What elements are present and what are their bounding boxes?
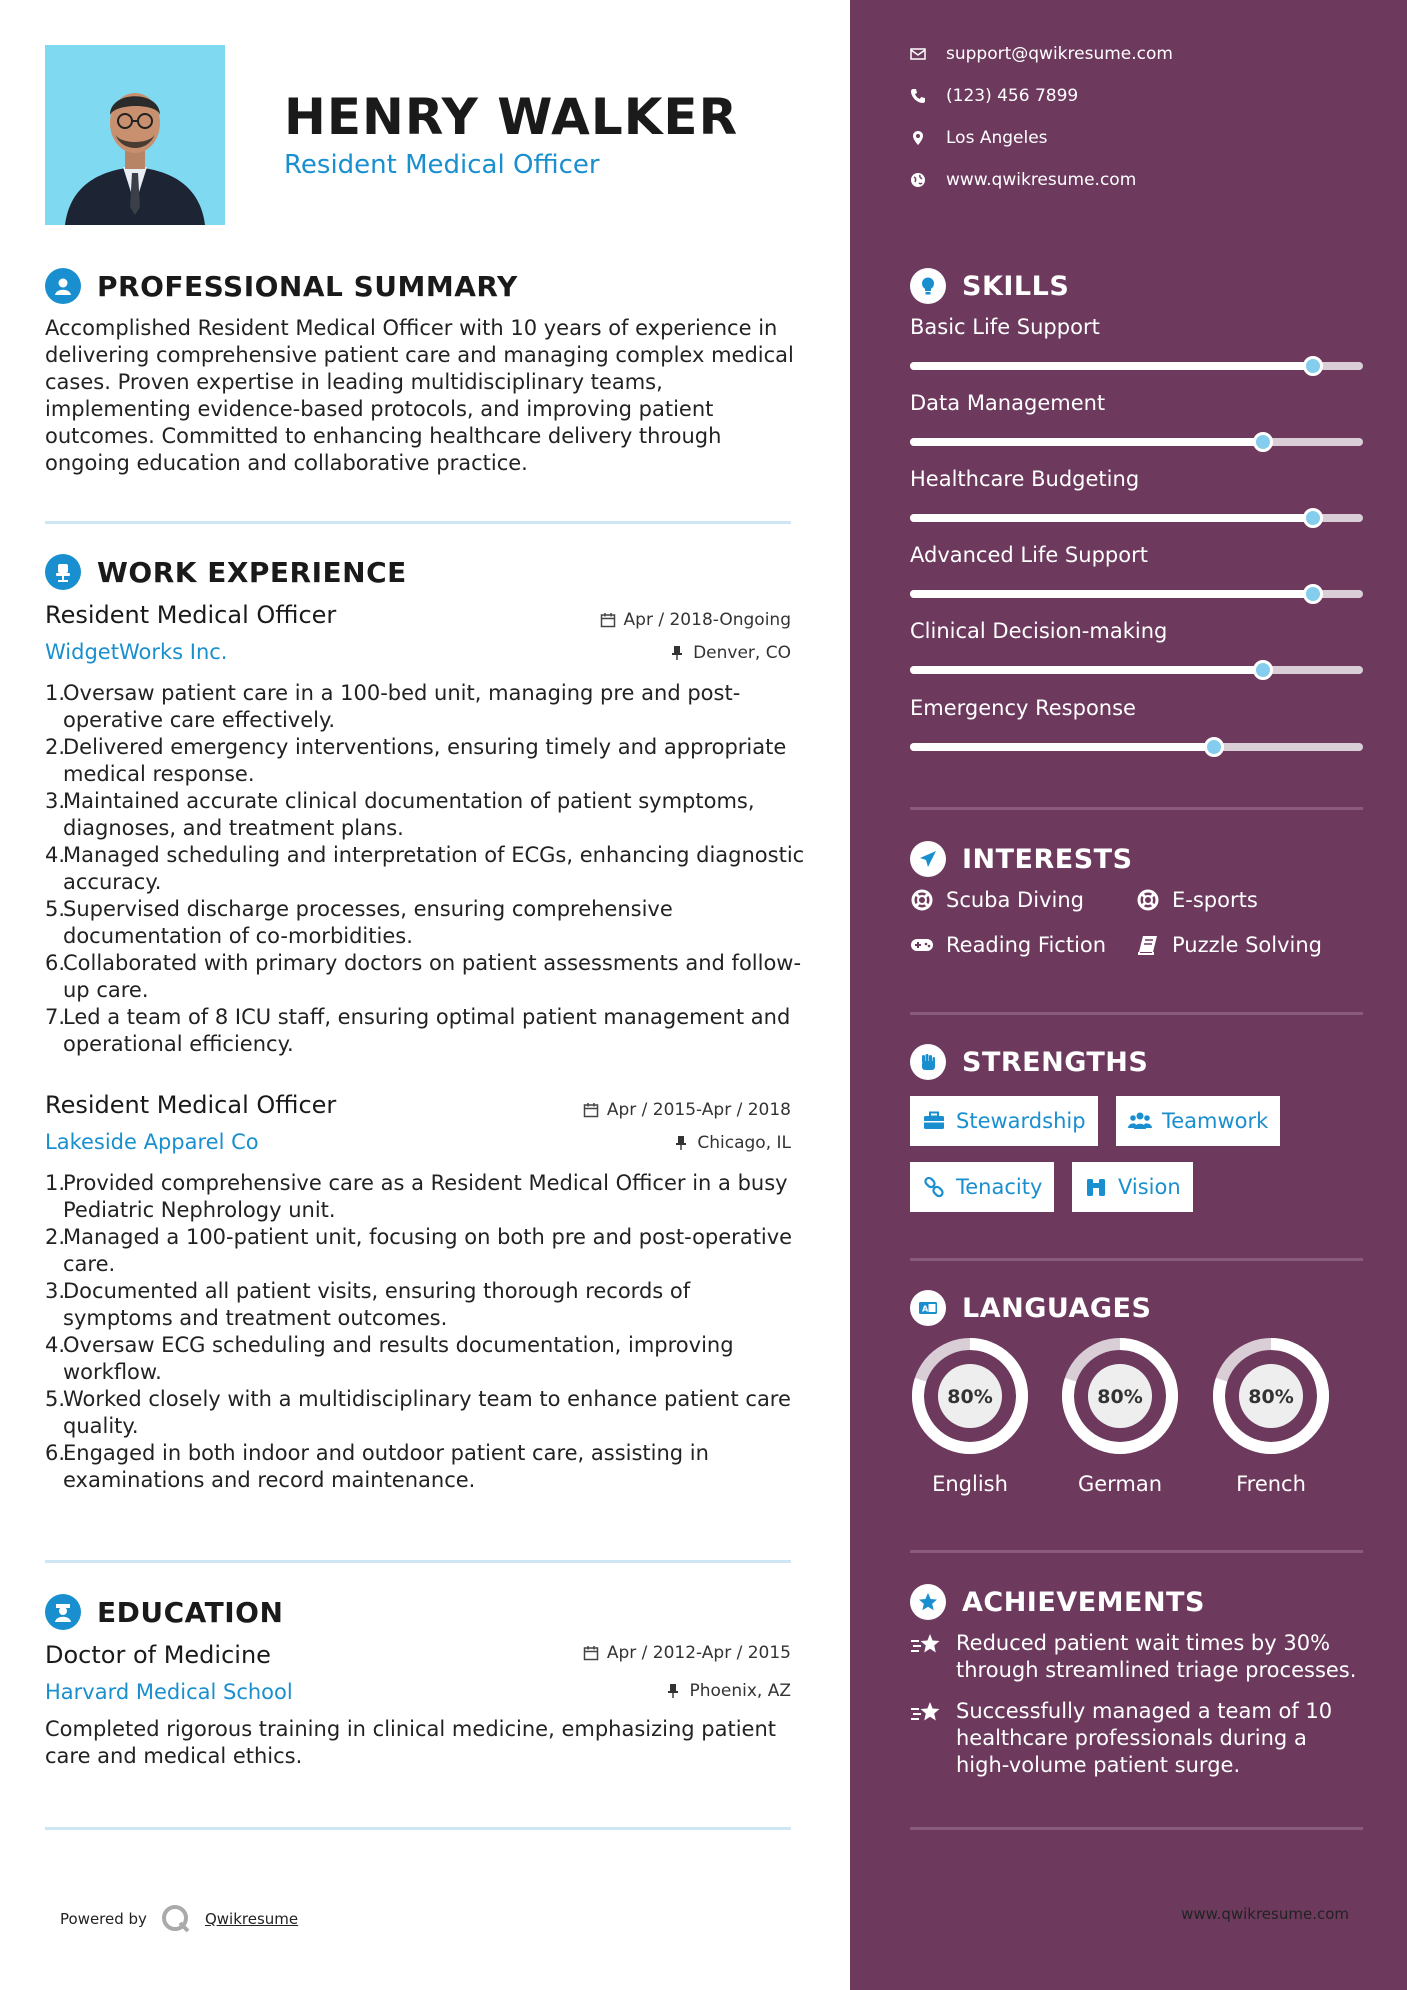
fist-icon xyxy=(910,1044,946,1080)
candidate-role: Resident Medical Officer xyxy=(284,150,600,180)
pushpin-icon xyxy=(665,1683,681,1699)
job-dates xyxy=(600,610,791,630)
skill-level-fill xyxy=(910,590,1313,598)
skill-label: Clinical Decision-making xyxy=(910,619,1168,643)
item-number: 2. xyxy=(45,735,66,759)
job-dates-text: Apr / 2015-Apr / 2018 xyxy=(606,1100,791,1120)
interest-label: Reading Fiction xyxy=(946,933,1107,957)
translate-icon xyxy=(910,1290,946,1326)
divider xyxy=(45,1827,791,1830)
section-title: INTERESTS xyxy=(962,843,1133,875)
contact-email[interactable] xyxy=(910,44,1173,64)
job-location xyxy=(669,643,791,663)
qwikresume-link[interactable]: Qwikresume xyxy=(204,1910,299,1928)
item-text: Maintained accurate clinical documentation of patient symptoms, diagnoses, and treatment plans. xyxy=(63,789,755,840)
item-number: 3. xyxy=(45,1279,66,1303)
qwikresume-logo-icon xyxy=(161,1904,191,1934)
item-number: 5. xyxy=(45,897,66,921)
pushpin-icon xyxy=(669,645,685,661)
job-location-text: Chicago, IL xyxy=(697,1133,791,1153)
achievement-text: Successfully managed a team of 10 healthcare professionals during a high-volume patient surge. xyxy=(956,1699,1333,1777)
item-text: Supervised discharge processes, ensuring comprehensive documentation of co-morbidities. xyxy=(63,897,673,948)
phone-icon xyxy=(910,88,926,104)
language-percent: 80% xyxy=(1097,1386,1143,1408)
powered-by-label: Powered by xyxy=(60,1910,147,1928)
strength-label: Teamwork xyxy=(1162,1109,1269,1133)
skill-level-bar xyxy=(910,743,1363,751)
skill-level-knob xyxy=(1204,737,1224,757)
experience-heading xyxy=(45,554,407,590)
candidate-name: HENRY WALKER xyxy=(284,88,739,146)
responsibility-item xyxy=(45,896,805,950)
profile-photo xyxy=(45,45,225,225)
responsibility-item xyxy=(45,1386,805,1440)
item-number: 1. xyxy=(45,1171,66,1195)
divider xyxy=(45,521,791,524)
graduate-icon xyxy=(45,1594,81,1630)
summary-heading xyxy=(45,268,518,304)
contact-website-text: www.qwikresume.com xyxy=(946,170,1137,190)
section-title: ACHIEVEMENTS xyxy=(962,1586,1205,1618)
contact-website[interactable] xyxy=(910,170,1136,190)
item-number: 4. xyxy=(45,843,66,867)
language-item xyxy=(1209,1334,1333,1496)
responsibility-item xyxy=(45,1004,805,1058)
item-text: Worked closely with a multidisciplinary team to enhance patient care quality. xyxy=(63,1387,791,1438)
language-percent: 80% xyxy=(947,1386,993,1408)
item-text: Managed a 100-patient unit, focusing on both pre and post-operative care. xyxy=(63,1225,793,1276)
education-dates xyxy=(583,1643,791,1663)
interest-item xyxy=(1136,933,1322,957)
shooting-star-icon xyxy=(910,1630,942,1684)
responsibility-item xyxy=(45,1332,805,1386)
responsibility-item xyxy=(45,1224,805,1278)
skill-level-bar xyxy=(910,362,1363,370)
responsibility-item xyxy=(45,788,805,842)
job-responsibilities xyxy=(45,680,805,1058)
skill-label: Advanced Life Support xyxy=(910,543,1148,567)
summary-text: Accomplished Resident Medical Officer with 10 years of experience in delivering comprehensive patient care and managing complex medical cases. Proven expertise in leading multidisciplinary teams, implementing evidence-based protocols, and improving patient outcomes. Committed to enhancing healthcare delivery through ongoing education and collaborative practice. xyxy=(45,316,794,475)
job-dates-text: Apr / 2018-Ongoing xyxy=(623,610,791,630)
briefcase-icon xyxy=(922,1109,946,1133)
language-percent: 80% xyxy=(1248,1386,1294,1408)
lightbulb-icon xyxy=(910,268,946,304)
job-dates xyxy=(583,1100,791,1120)
education-heading xyxy=(45,1594,283,1630)
skill-level-fill xyxy=(910,438,1263,446)
section-title: PROFESSIONAL SUMMARY xyxy=(97,269,518,303)
language-level-ring xyxy=(908,1334,1032,1458)
item-text: Provided comprehensive care as a Resident Medical Officer in a busy Pediatric Nephrology unit. xyxy=(63,1171,788,1222)
users-icon xyxy=(1128,1109,1152,1133)
section-title: SKILLS xyxy=(962,270,1070,302)
skill-level-fill xyxy=(910,743,1214,751)
job-title: Resident Medical Officer xyxy=(45,601,337,629)
skill-label: Emergency Response xyxy=(910,696,1136,720)
strength-label: Tenacity xyxy=(956,1175,1043,1199)
responsibility-item xyxy=(45,680,805,734)
divider xyxy=(910,807,1363,810)
item-text: Oversaw patient care in a 100-bed unit, managing pre and post-operative care effectively. xyxy=(63,681,741,732)
item-number: 5. xyxy=(45,1387,66,1411)
contact-email-text: support@qwikresume.com xyxy=(946,44,1173,64)
languages-heading xyxy=(910,1290,1151,1326)
strength-tag xyxy=(910,1162,1054,1212)
book-icon xyxy=(1136,933,1160,957)
item-text: Oversaw ECG scheduling and results documentation, improving workflow. xyxy=(63,1333,734,1384)
skill-level-fill xyxy=(910,666,1263,674)
skill-level-bar xyxy=(910,666,1363,674)
office-chair-icon xyxy=(45,554,81,590)
shooting-star-icon xyxy=(910,1698,942,1779)
interest-item xyxy=(910,933,1106,957)
person-portrait-icon xyxy=(45,45,225,225)
item-text: Led a team of 8 ICU staff, ensuring optimal patient management and operational efficiency. xyxy=(63,1005,791,1056)
divider xyxy=(910,1827,1363,1830)
skill-label: Healthcare Budgeting xyxy=(910,467,1140,491)
map-marker-icon xyxy=(910,130,926,146)
skill-label: Data Management xyxy=(910,391,1106,415)
responsibility-item xyxy=(45,734,805,788)
job-title: Resident Medical Officer xyxy=(45,1091,337,1119)
item-text: Engaged in both indoor and outdoor patient care, assisting in examinations and record maintenance. xyxy=(63,1441,709,1492)
job-location-text: Denver, CO xyxy=(693,643,791,663)
degree-title: Doctor of Medicine xyxy=(45,1641,271,1669)
interest-item xyxy=(910,888,1084,912)
item-number: 4. xyxy=(45,1333,66,1357)
paper-plane-icon xyxy=(910,841,946,877)
item-number: 6. xyxy=(45,1441,66,1465)
divider xyxy=(910,1258,1363,1261)
interest-item xyxy=(1136,888,1258,912)
globe-icon xyxy=(910,172,926,188)
divider xyxy=(910,1550,1363,1553)
job-company: WidgetWorks Inc. xyxy=(45,640,228,664)
language-name: French xyxy=(1236,1472,1306,1496)
user-circle-icon xyxy=(45,268,81,304)
strength-label: Stewardship xyxy=(956,1109,1086,1133)
svg-text:A: A xyxy=(922,1304,929,1314)
item-text: Documented all patient visits, ensuring thorough records of symptoms and treatment outcomes. xyxy=(63,1279,691,1330)
contact-phone[interactable] xyxy=(910,86,1078,106)
calendar-icon xyxy=(583,1102,599,1118)
calendar-icon xyxy=(600,612,616,628)
strength-tag xyxy=(1072,1162,1193,1212)
section-title: LANGUAGES xyxy=(962,1292,1152,1324)
pushpin-icon xyxy=(673,1135,689,1151)
gamepad-icon xyxy=(910,933,934,957)
skill-level-bar xyxy=(910,514,1363,522)
section-title: EDUCATION xyxy=(97,1595,284,1629)
responsibility-item xyxy=(45,1278,805,1332)
responsibility-item xyxy=(45,950,805,1004)
item-number: 3. xyxy=(45,789,66,813)
skill-level-bar xyxy=(910,590,1363,598)
job-location xyxy=(673,1133,791,1153)
skill-level-fill xyxy=(910,514,1313,522)
contact-location-text: Los Angeles xyxy=(946,128,1048,148)
strength-tag xyxy=(1116,1096,1280,1146)
powered-by xyxy=(60,1904,298,1934)
language-item xyxy=(1058,1334,1182,1496)
divider xyxy=(45,1560,791,1563)
skills-heading xyxy=(910,268,1069,304)
interest-label: Puzzle Solving xyxy=(1172,933,1322,957)
contact-location xyxy=(910,128,1048,148)
school-name: Harvard Medical School xyxy=(45,1680,293,1704)
responsibility-item xyxy=(45,1440,805,1494)
interests-heading xyxy=(910,841,1133,877)
responsibility-item xyxy=(45,1170,805,1224)
job-company: Lakeside Apparel Co xyxy=(45,1130,259,1154)
skill-label: Basic Life Support xyxy=(910,315,1100,339)
item-number: 6. xyxy=(45,951,66,975)
section-title: STRENGTHS xyxy=(962,1046,1149,1078)
envelope-icon xyxy=(910,46,926,62)
achievement-item xyxy=(910,1698,1363,1779)
language-item xyxy=(908,1334,1032,1496)
item-text: Collaborated with primary doctors on patient assessments and follow-up care. xyxy=(63,951,802,1002)
section-title: WORK EXPERIENCE xyxy=(97,555,407,589)
skill-level-bar xyxy=(910,438,1363,446)
language-name: German xyxy=(1077,1472,1163,1496)
link-icon xyxy=(922,1175,946,1199)
item-number: 2. xyxy=(45,1225,66,1249)
interest-label: E-sports xyxy=(1172,888,1258,912)
achievement-text: Reduced patient wait times by 30% through streamlined triage processes. xyxy=(956,1631,1357,1682)
item-text: Managed scheduling and interpretation of ECGs, enhancing diagnostic accuracy. xyxy=(63,843,805,894)
binoculars-icon xyxy=(1084,1175,1108,1199)
divider xyxy=(910,1012,1363,1015)
language-name: English xyxy=(932,1472,1008,1496)
footer-website[interactable]: www.qwikresume.com xyxy=(1181,1905,1349,1923)
lifebuoy-icon xyxy=(910,888,934,912)
education-location-text: Phoenix, AZ xyxy=(689,1681,791,1701)
achievements-heading xyxy=(910,1584,1205,1620)
item-text: Delivered emergency interventions, ensuring timely and appropriate medical response. xyxy=(63,735,787,786)
education-dates-text: Apr / 2012-Apr / 2015 xyxy=(606,1643,791,1663)
strengths-heading xyxy=(910,1044,1148,1080)
calendar-icon xyxy=(583,1645,599,1661)
job-responsibilities xyxy=(45,1170,805,1494)
item-number: 1. xyxy=(45,681,66,705)
language-level-ring xyxy=(1209,1334,1333,1458)
interest-label: Scuba Diving xyxy=(946,888,1084,912)
item-number: 7. xyxy=(45,1005,66,1029)
achievement-item xyxy=(910,1630,1363,1684)
strength-label: Vision xyxy=(1118,1175,1181,1199)
education-text: Completed rigorous training in clinical medicine, emphasizing patient care and medical ethics. xyxy=(45,1717,777,1768)
star-badge-icon xyxy=(910,1584,946,1620)
contact-phone-text: (123) 456 7899 xyxy=(946,86,1079,106)
strength-tag xyxy=(910,1096,1098,1146)
education-location xyxy=(665,1681,791,1701)
skill-level-fill xyxy=(910,362,1313,370)
lifebuoy-icon xyxy=(1136,888,1160,912)
language-level-ring xyxy=(1058,1334,1182,1458)
responsibility-item xyxy=(45,842,805,896)
